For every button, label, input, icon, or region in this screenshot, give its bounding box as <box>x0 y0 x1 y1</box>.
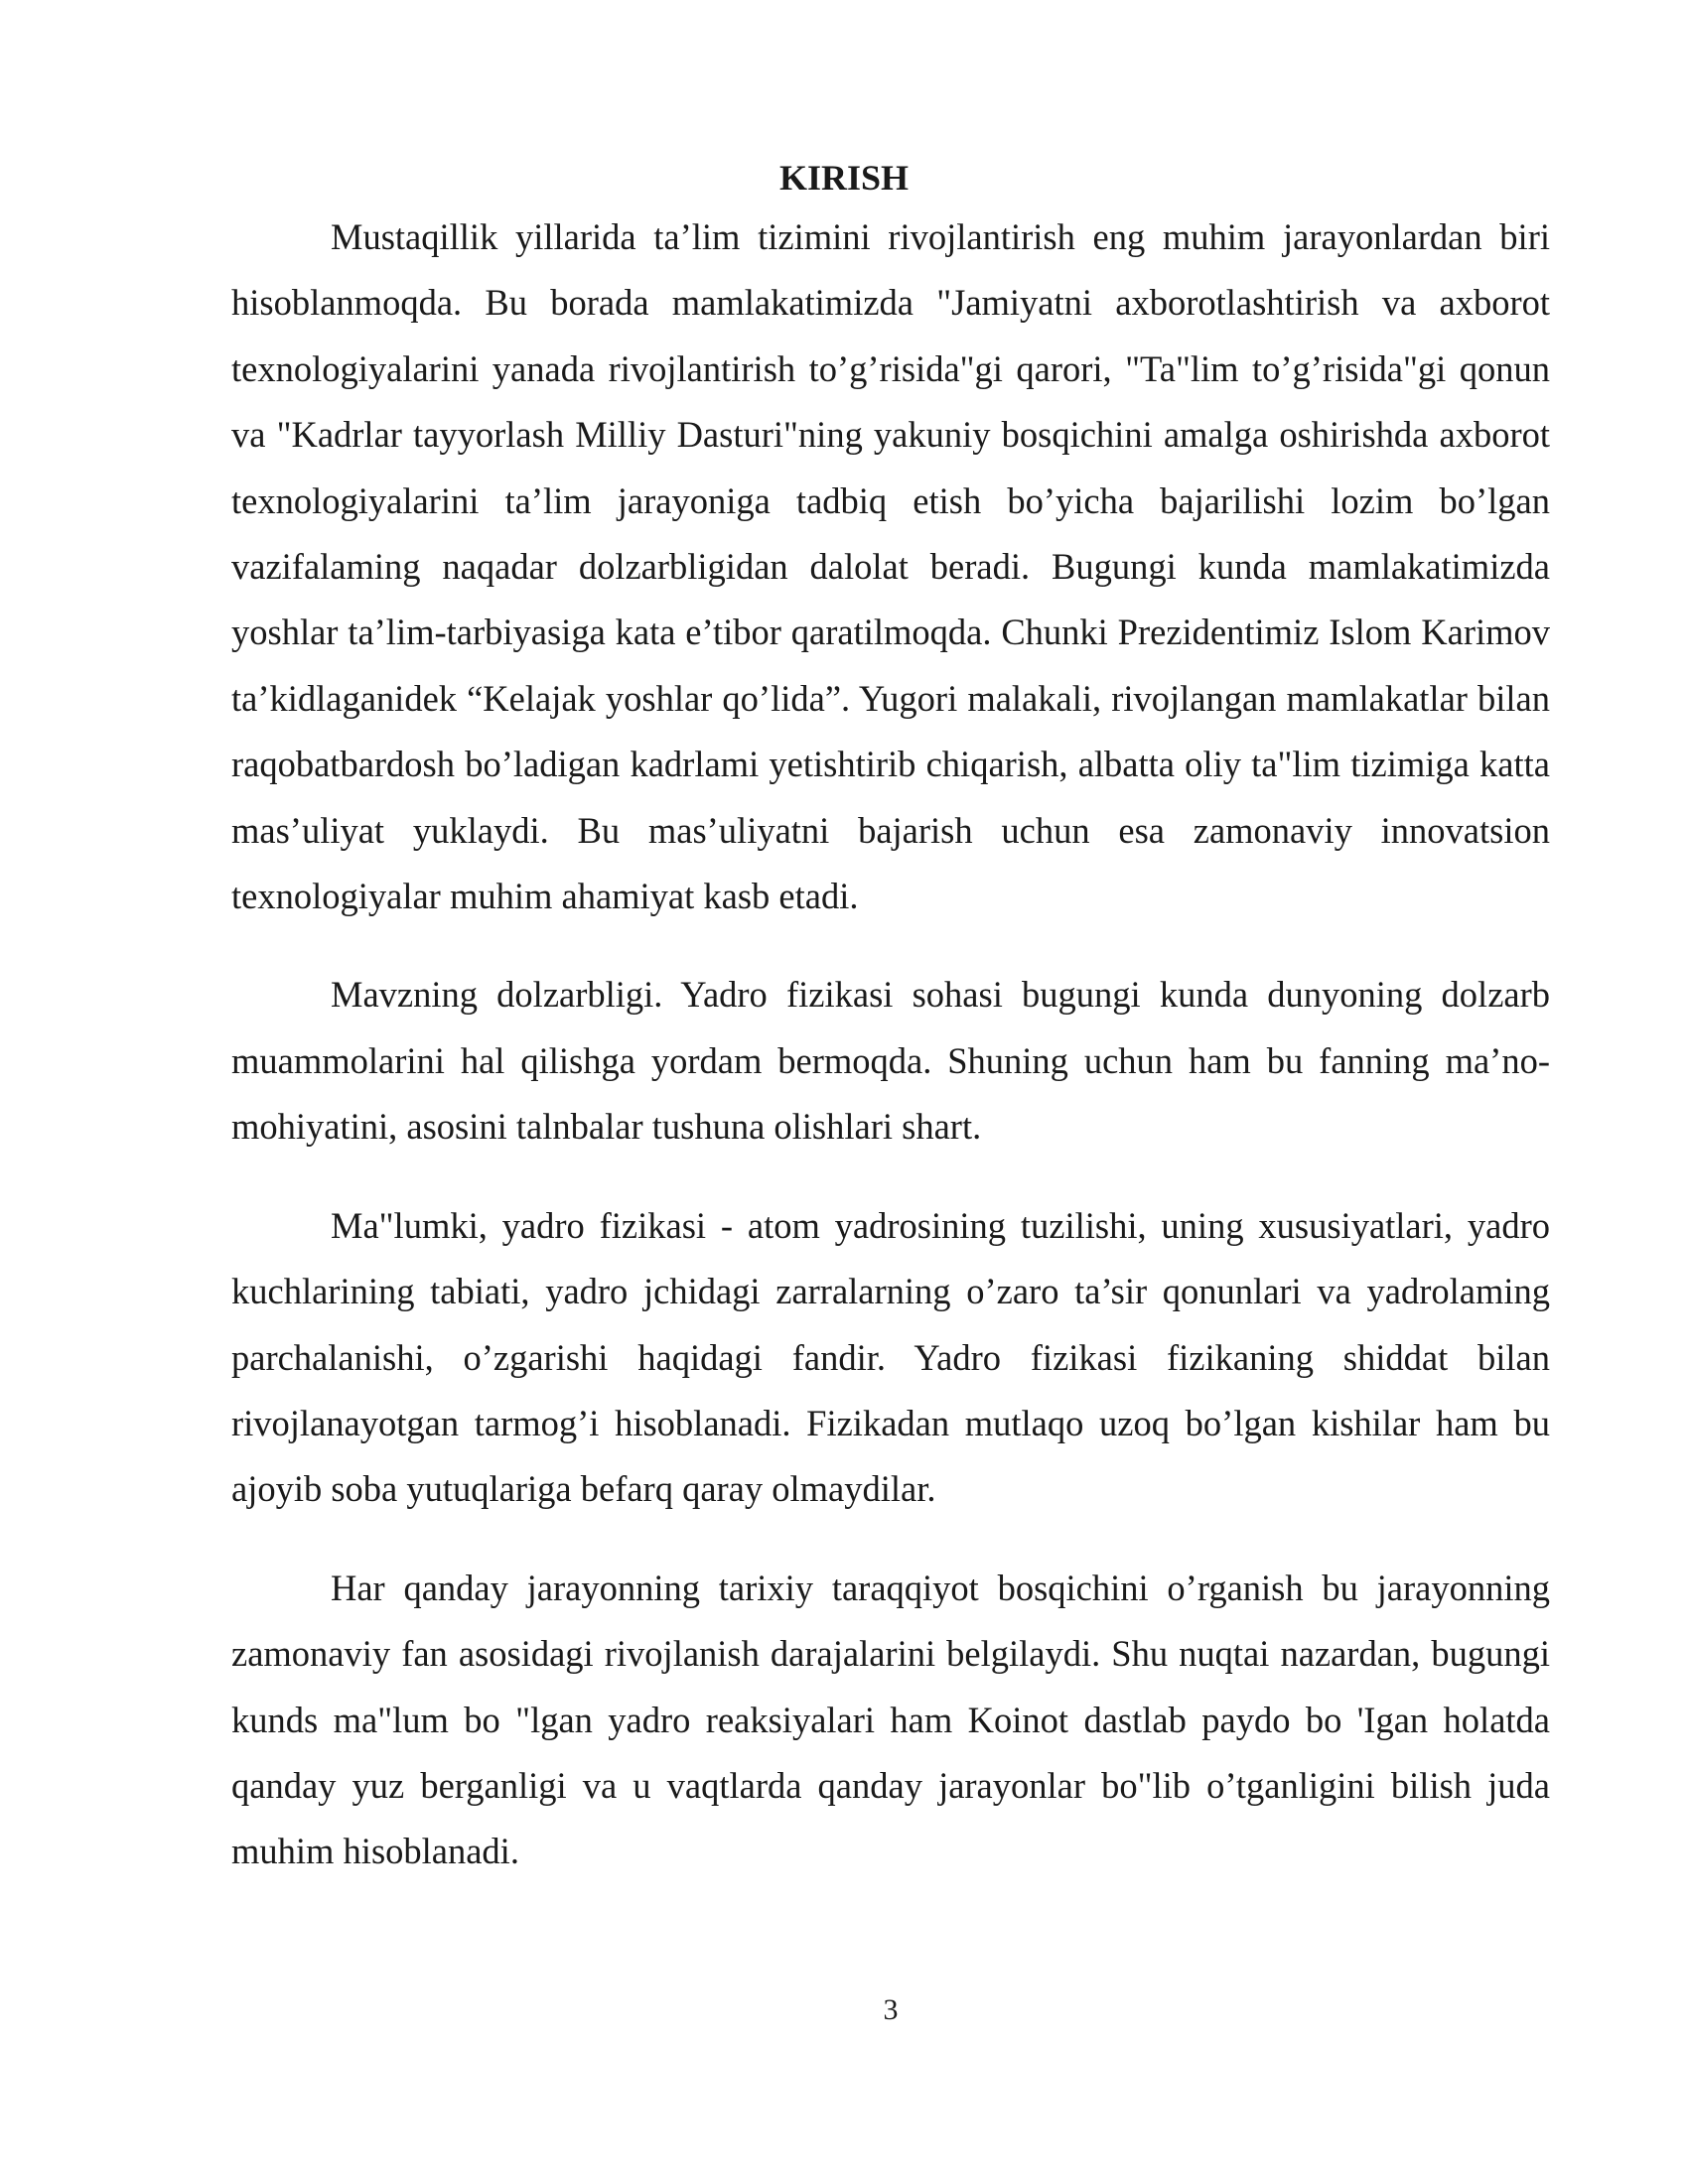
paragraph-history: Har qanday jarayonning tarixiy taraqqiyot bosqichini o’rganish bu jarayonning zamonaviy fan asosidagi rivojlanish darajalarini belgilaydi. Shu nuqtai nazardan, bugungi kunds ma"lum bo "lgan yadro reaksiyalari ham Koinot dastlab paydo bo 'Igan holatda qanday yuz berganligi va u vaqtlarda qanday jarayonlar bo"lib o’tganligini bilish juda muhim hisoblanadi. <box>231 1567 1550 1872</box>
document-page <box>231 153 1550 1885</box>
paragraph-relevance: Mavzning dolzarbligi. Yadro fizikasi sohasi bugungi kunda dunyoning dolzarb muammolarini hal qilishga yordam bermoqda. Shuning uchun ham bu fanning ma’no-mohiyatini, asosini talnbalar tushuna olishlari shart. <box>231 974 1550 1148</box>
paragraph-introduction: Mustaqillik yillarida ta’lim tizimini rivojlantirish eng muhim jarayonlardan biri hisoblanmoqda. Bu borada mamlakatimizda "Jamiyatni axborotlashtirish va axborot texnologiyalarini yanada rivojlantirish to’g’risida"gi qarori, "Ta"lim to’g’risida"gi qonun va "Kadrlar tayyorlash Milliy Dasturi"ning yakuniy bosqichini amalga oshirishda axborot texnologiyalarini ta’lim jarayoniga tadbiq etish bo’yicha bajarilishi lozim bo’lgan vazifalaming naqadar dolzarbligidan dalolat beradi. Bugungi kunda mamlakatimizda yoshlar ta’lim-tarbiyasiga kata e’tibor qaratilmoqda. Chunki Prezidentimiz Islom Karimov ta’kidlaganidek “Kelajak yoshlar qo’lida”. Yugori malakali, rivojlangan mamlakatlar bilan raqobatbardosh bo’ladigan kadrlami yetishtirib chiqarish, albatta oliy ta"lim tizimiga katta mas’uliyat yuklaydi. Bu mas’uliyatni bajarish uchun esa zamonaviy innovatsion texnologiyalar muhim ahamiyat kasb etadi. <box>231 216 1550 917</box>
section-title: KIRISH <box>778 158 910 198</box>
paragraph-nuclear-physics: Ma"lumki, yadro fizikasi - atom yadrosining tuzilishi, uning xususiyatlari, yadro kuchlarining tabiati, yadro jchidagi zarralarning o’zaro ta’sir qonunlari va yadrolaming parchalanishi, o’zgarishi haqidagi fandir. Yadro fizikasi fizikaning shiddat bilan rivojlanayotgan tarmog’i hisoblanadi. Fizikadan mutlaqo uzoq bo’lgan kishilar ham bu ajoyib soba yutuqlariga befarq qaray olmaydilar. <box>231 1204 1550 1510</box>
page-number: 3 <box>883 1993 899 2026</box>
